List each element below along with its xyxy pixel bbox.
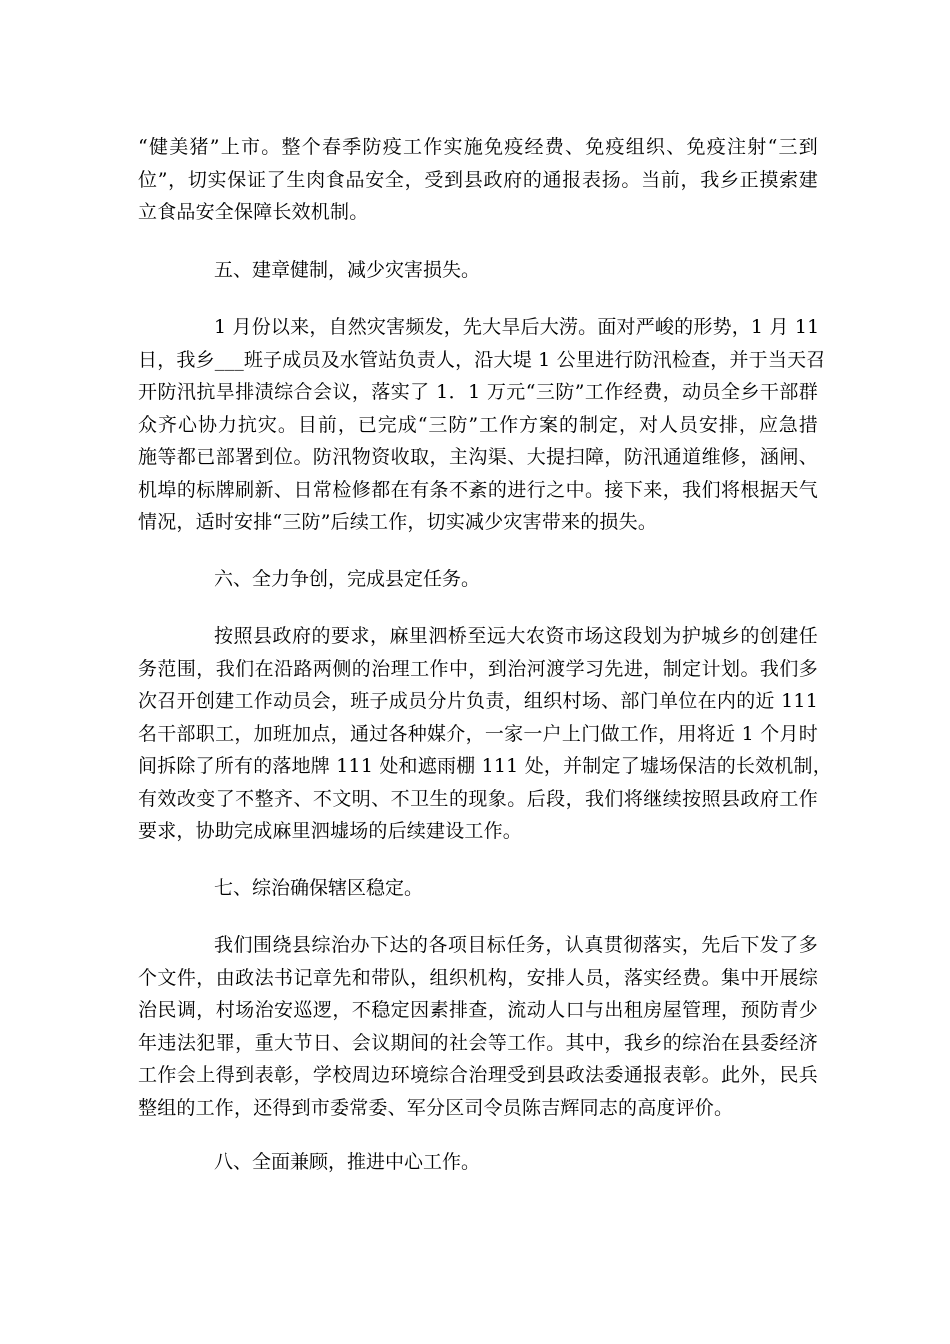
text-line: 情况，适时安排“三防”后续工作，切实减少灾害带来的损失。 [138, 511, 658, 533]
text-line: 开防汛抗旱排渍综合会议，落实了 1．1 万元“三防”工作经费，动员全乡干部群 [138, 381, 818, 403]
text-line: 间拆除了所有的落地牌 111 处和遮雨棚 111 处，并制定了墟场保洁的长效机制， [138, 755, 832, 777]
text-line: 施等都已部署到位。防汛物资收取，主沟渠、大提扫障，防汛通道维修，涵闸、 [138, 446, 818, 468]
text-line: 机埠的标牌刷新、日常检修都在有条不紊的进行之中。接下来，我们将根据天气 [138, 478, 818, 501]
text-line: 工作会上得到表彰，学校周边环境综合治理受到县政法委通报表彰。此外，民兵 [138, 1064, 818, 1086]
text-line: 整组的工作，还得到市委常委、军分区司令员陈吉辉同志的高度评价。 [138, 1096, 734, 1119]
section-heading-7: 七、综治确保辖区稳定。 [214, 877, 424, 899]
text-line: 有效改变了不整齐、不文明、不卫生的现象。后段，我们将继续按照县政府工作 [138, 787, 818, 810]
text-line: 日，我乡___班子成员及水管站负责人，沿大堤 1 公里进行防汛检查，并于当天召 [138, 348, 826, 371]
text-line: 众齐心协力抗灾。目前，已完成“三防”工作方案的制定，对人员安排，应急措 [138, 413, 818, 436]
paragraph-disaster-prevention [138, 311, 826, 539]
section-heading-5: 五、建章健制，减少灾害损失。 [214, 259, 481, 281]
section-heading-6: 六、全力争创，完成县定任务。 [214, 568, 481, 590]
text-line: 治民调，村场治安巡逻，不稳定因素排查，流动人口与出租房屋管理，预防青少 [138, 999, 818, 1021]
text-line: 我们围绕县综治办下达的各项目标任务，认真贯彻落实，先后下发了多 [214, 934, 818, 956]
text-line: 立食品安全保障长效机制。 [138, 201, 369, 223]
section-heading-8: 八、全面兼顾，推进中心工作。 [214, 1151, 481, 1173]
text-line: 次召开创建工作动员会，班子成员分片负责，组织村场、部门单位在内的近 111 [138, 690, 818, 712]
paragraph-public-security [138, 929, 818, 1124]
text-line: 名干部职工，加班加点，通过各种媒介，一家一户上门做工作，用将近 1 个月时 [138, 722, 818, 745]
text-line: 务范围，我们在沿路两侧的治理工作中，到治河渡学习先进，制定计划。我们多 [138, 657, 818, 680]
paragraph-food-safety [138, 131, 818, 229]
text-line: “健美猪”上市。整个春季防疫工作实施免疫经费、免疫组织、免疫注射“三到 [138, 136, 818, 158]
text-line: 要求，协助完成麻里泗墟场的后续建设工作。 [138, 820, 523, 842]
text-line: 个文件，由政法书记章先和带队，组织机构，安排人员，落实经费。集中开展综 [138, 966, 818, 989]
text-line: 1 月份以来，自然灾害频发，先大旱后大涝。面对严峻的形势，1 月 11 [214, 316, 820, 338]
text-line: 年违法犯罪，重大节日、会议期间的社会等工作。其中，我乡的综治在县委经济 [138, 1031, 818, 1054]
text-line: 位”，切实保证了生肉食品安全，受到县政府的通报表扬。当前，我乡正摸索建 [138, 168, 818, 191]
paragraph-county-task [138, 620, 832, 848]
text-line: 按照县政府的要求，麻里泗桥至远大农资市场这段划为护城乡的创建任 [214, 625, 818, 647]
